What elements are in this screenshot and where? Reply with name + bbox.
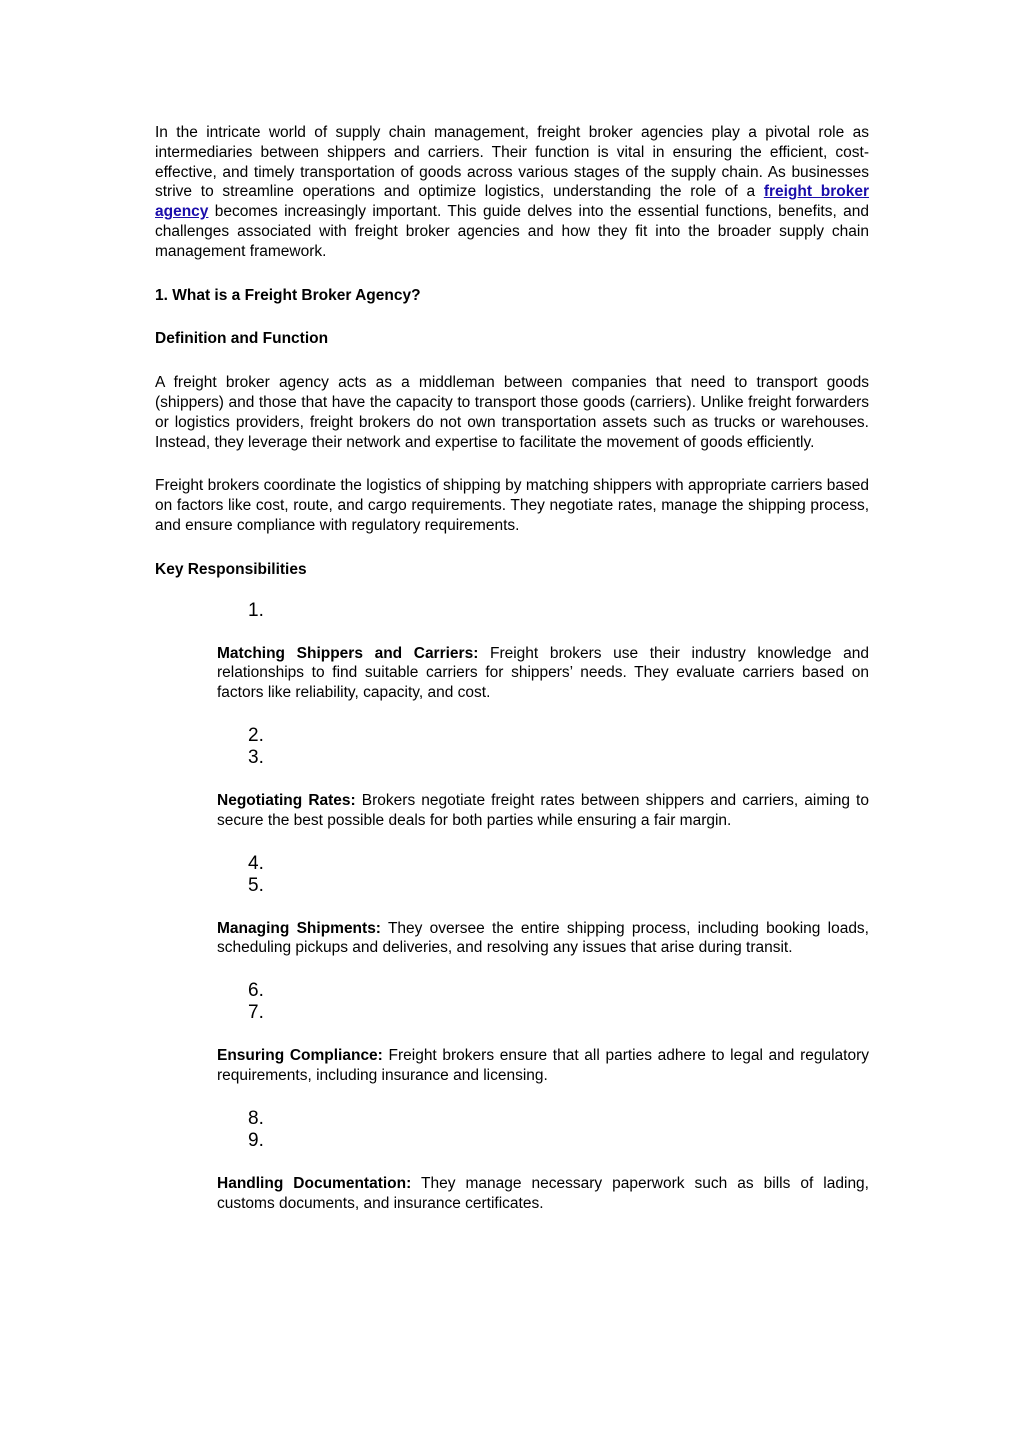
list-number-group	[217, 1108, 869, 1152]
list-number-group	[217, 600, 869, 622]
list-number-group	[217, 853, 869, 897]
list-item-text: Freight brokers ensure that all parties adhere to legal and regulatory requirements, including insurance and licensing.	[217, 1047, 869, 1084]
intro-text-before-link: In the intricate world of supply chain management, freight broker agencies play a pivotal role as intermediaries between shippers and carriers. Their function is vital in ensuring the efficient, cost-effective, and timely transportation of goods across various stages of the supply chain. As businesses strive to streamline operations and optimize logistics, understanding the role of a	[155, 124, 869, 201]
list-item	[217, 919, 869, 959]
list-item-text: Freight brokers use their industry knowledge and relationships to find suitable carriers for shippers’ needs. They evaluate carriers based on factors like reliability, capacity, and cost.	[217, 644, 869, 702]
list-number: 3.	[248, 746, 264, 768]
list-item	[217, 1046, 869, 1086]
responsibilities-heading: Key Responsibilities	[155, 560, 307, 578]
intro-text-after-link: becomes increasingly important. This guide delves into the essential functions, benefits, and challenges associated with freight broker agencies and how they fit into the broader supply chain management framework.	[155, 203, 869, 260]
list-item-title: Matching Shippers and Carriers:	[217, 644, 479, 662]
freight-broker-agency-link[interactable]: freight broker agency	[155, 183, 870, 221]
list-item-text: They oversee the entire shipping process, including booking loads, scheduling pickups and deliveries, and resolving any issues that arise during transit.	[217, 919, 869, 957]
list-item	[217, 791, 869, 831]
definition-paragraph-1: A freight broker agency acts as a middleman between companies that need to transport goods (shippers) and those that have the capacity to transport those goods (carriers). Unlike freight forwarders or logistics providers, freight brokers do not own transportation assets such as trucks or warehouses. Instead, they leverage their network and expertise to facilitate the movement of goods efficiently.	[155, 374, 869, 451]
list-number: 9.	[248, 1129, 264, 1151]
list-number: 2.	[248, 724, 264, 746]
document-page	[155, 123, 869, 1213]
definition-subheading: Definition and Function	[155, 330, 329, 348]
definition-paragraph-2: Freight brokers coordinate the logistics of shipping by matching shippers with appropriate carriers based on factors like cost, route, and cargo requirements. They negotiate rates, manage the shipping process, and ensure compliance with regulatory requirements.	[155, 477, 869, 534]
list-item-title: Handling Documentation:	[217, 1174, 412, 1192]
list-item-text: Brokers negotiate freight rates between shippers and carriers, aiming to secure the best possible deals for both parties while ensuring a fair margin.	[217, 791, 869, 829]
list-item-title: Ensuring Compliance:	[217, 1047, 383, 1065]
list-number: 5.	[248, 874, 264, 896]
list-item	[217, 644, 869, 703]
list-item	[217, 1174, 869, 1214]
list-number-group	[217, 980, 869, 1024]
responsibilities-list	[217, 600, 869, 1214]
list-number: 6.	[248, 980, 264, 1002]
list-number: 4.	[248, 852, 264, 874]
list-number: 1.	[248, 599, 264, 621]
list-number-group	[217, 725, 869, 769]
list-number: 8.	[248, 1107, 264, 1129]
list-number: 7.	[248, 1002, 264, 1024]
intro-paragraph	[155, 123, 869, 262]
list-item-title: Managing Shipments:	[217, 919, 381, 937]
list-item-title: Negotiating Rates:	[217, 791, 356, 809]
section-heading: 1. What is a Freight Broker Agency?	[155, 286, 421, 304]
list-item-text: They manage necessary paperwork such as bills of lading, customs documents, and insurance certificates.	[217, 1174, 869, 1212]
